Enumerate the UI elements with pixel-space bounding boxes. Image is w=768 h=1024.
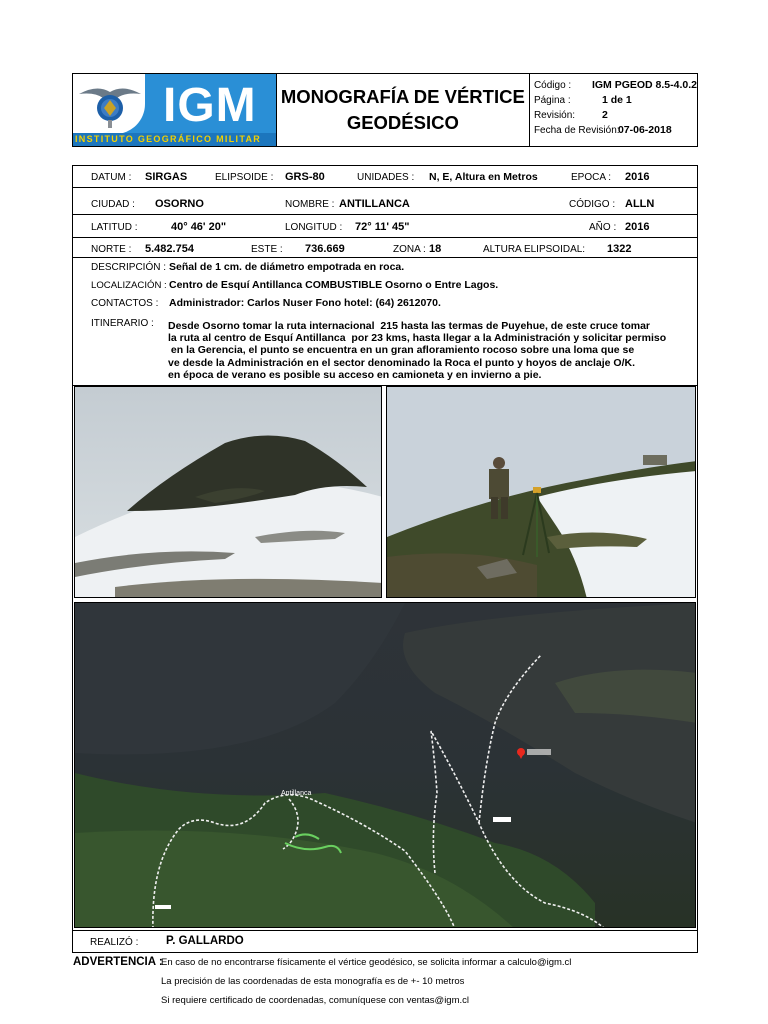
altura-value: 1322 (607, 243, 632, 255)
contactos-value: Administrador: Carlos Nuser Fono hotel: (64) 2612070. (169, 297, 441, 309)
advertencia-line-3: Si requiere certificado de coordenadas, comuníquese con ventas@igm.cl (161, 995, 470, 1006)
igm-logo (73, 74, 277, 146)
meta-pagina-label: Página : (533, 95, 571, 106)
zona-value: 18 (429, 243, 442, 255)
elipsoide-value: GRS-80 (285, 171, 325, 183)
itinerario-label: ITINERARIO : (91, 318, 154, 329)
row-datum (73, 166, 697, 188)
unidades-label: UNIDADES : (357, 172, 415, 183)
meta-pagina (534, 93, 697, 108)
codigo-value: ALLN (625, 198, 655, 210)
epoca-value: 2016 (625, 171, 650, 183)
unidades-value: N, E, Altura en Metros (429, 171, 538, 183)
descripcion-label: DESCRIPCIÓN : (91, 262, 167, 273)
meta-revision (534, 108, 697, 123)
realizo-divider (72, 930, 698, 931)
localizacion-label: LOCALIZACIÓN : (91, 280, 167, 291)
latitud-value: 40° 46' 20" (171, 221, 227, 233)
document-title (277, 74, 530, 146)
document-meta (530, 74, 697, 146)
satellite-map[interactable] (74, 602, 696, 928)
map-label-antillanca: Antillanca (281, 790, 312, 797)
satellite-map-image (75, 603, 696, 928)
meta-fecha-value: 07-06-2018 (617, 124, 672, 136)
advertencia-label: ADVERTENCIA : (73, 956, 163, 968)
este-value: 736.669 (305, 243, 345, 255)
zona-label: ZONA : (393, 244, 426, 255)
advertencia-line-1: En caso de no encontrarse físicamente el vértice geodésico, se solicita informar a calculo@igm.cl (161, 957, 572, 968)
meta-codigo-label: Código : (533, 80, 572, 91)
logo-subtitle: INSTITUTO GEOGRÁFICO MILITAR (73, 133, 277, 146)
longitud-label: LONGITUD : (285, 222, 343, 233)
nombre-value: ANTILLANCA (339, 198, 410, 210)
meta-fecha-label: Fecha de Revisión: (533, 125, 620, 136)
elipsoide-label: ELIPSOIDE : (215, 172, 274, 183)
title-line-2: GEODÉSICO (346, 112, 459, 133)
summit-photo-image (75, 387, 382, 598)
codigo-label: CÓDIGO : (569, 199, 616, 210)
row-ciudad (73, 193, 697, 215)
title-line-1: MONOGRAFÍA DE VÉRTICE (280, 86, 525, 107)
meta-pagina-value: 1 de 1 (601, 94, 632, 106)
datum-label: DATUM : (91, 172, 132, 183)
epoca-label: EPOCA : (571, 172, 612, 183)
meta-codigo-value: IGM PGEOD 8.5-4.0.2 (591, 79, 697, 91)
itinerario-value: Desde Osorno tomar la ruta internacional 215 hasta las termas de Puyehue, de este cruce tomar la ruta al centro de Esquí Antillanca por 23 kms, hasta llegar a la Administración y solicitar permiso en la Gerencia, el punto se encuentra en un gran afloramiento rocoso sobre una loma que se ve desde la Administración en el sector denominado la Roca el punto y hoyos de anclaje O/K. en época de verano es posible su acceso en camioneta y en invierno a pie. (168, 320, 667, 381)
row-norte (73, 238, 697, 258)
meta-fecha (534, 123, 697, 138)
datum-value: SIRGAS (145, 171, 188, 183)
norte-label: NORTE : (91, 244, 132, 255)
este-label: ESTE : (251, 244, 283, 255)
survey-photo (386, 386, 696, 598)
latitud-label: LATITUD : (91, 222, 138, 233)
ano-value: 2016 (625, 221, 650, 233)
ano-label: AÑO : (589, 222, 617, 233)
longitud-value: 72° 11' 45" (355, 221, 410, 233)
contactos-label: CONTACTOS : (91, 298, 159, 309)
survey-photo-image (387, 387, 696, 598)
logo-wordmark: IGM (163, 79, 257, 132)
meta-revision-value: 2 (601, 109, 608, 121)
meta-codigo (534, 78, 697, 93)
row-latitud (73, 216, 697, 238)
ciudad-value: OSORNO (155, 198, 204, 210)
meta-revision-label: Revisión: (533, 110, 576, 121)
advertencia-line-2: La precisión de las coordenadas de esta monografía es de +- 10 metros (161, 976, 465, 987)
norte-value: 5.482.754 (145, 243, 194, 255)
realizo-label: REALIZÓ : (90, 937, 139, 948)
nombre-label: NOMBRE : (285, 199, 335, 210)
summit-photo (74, 386, 382, 598)
altura-label: ALTURA ELIPSOIDAL: (483, 244, 586, 255)
descripcion-value: Señal de 1 cm. de diámetro empotrada en roca. (169, 261, 405, 273)
document-header (72, 73, 698, 147)
ciudad-label: CIUDAD : (91, 199, 135, 210)
realizo-row (72, 930, 696, 952)
realizo-value: P. GALLARDO (166, 935, 244, 947)
eagle-emblem-icon (77, 78, 143, 130)
localizacion-value: Centro de Esquí Antillanca COMBUSTIBLE Osorno o Entre Lagos. (169, 279, 499, 291)
